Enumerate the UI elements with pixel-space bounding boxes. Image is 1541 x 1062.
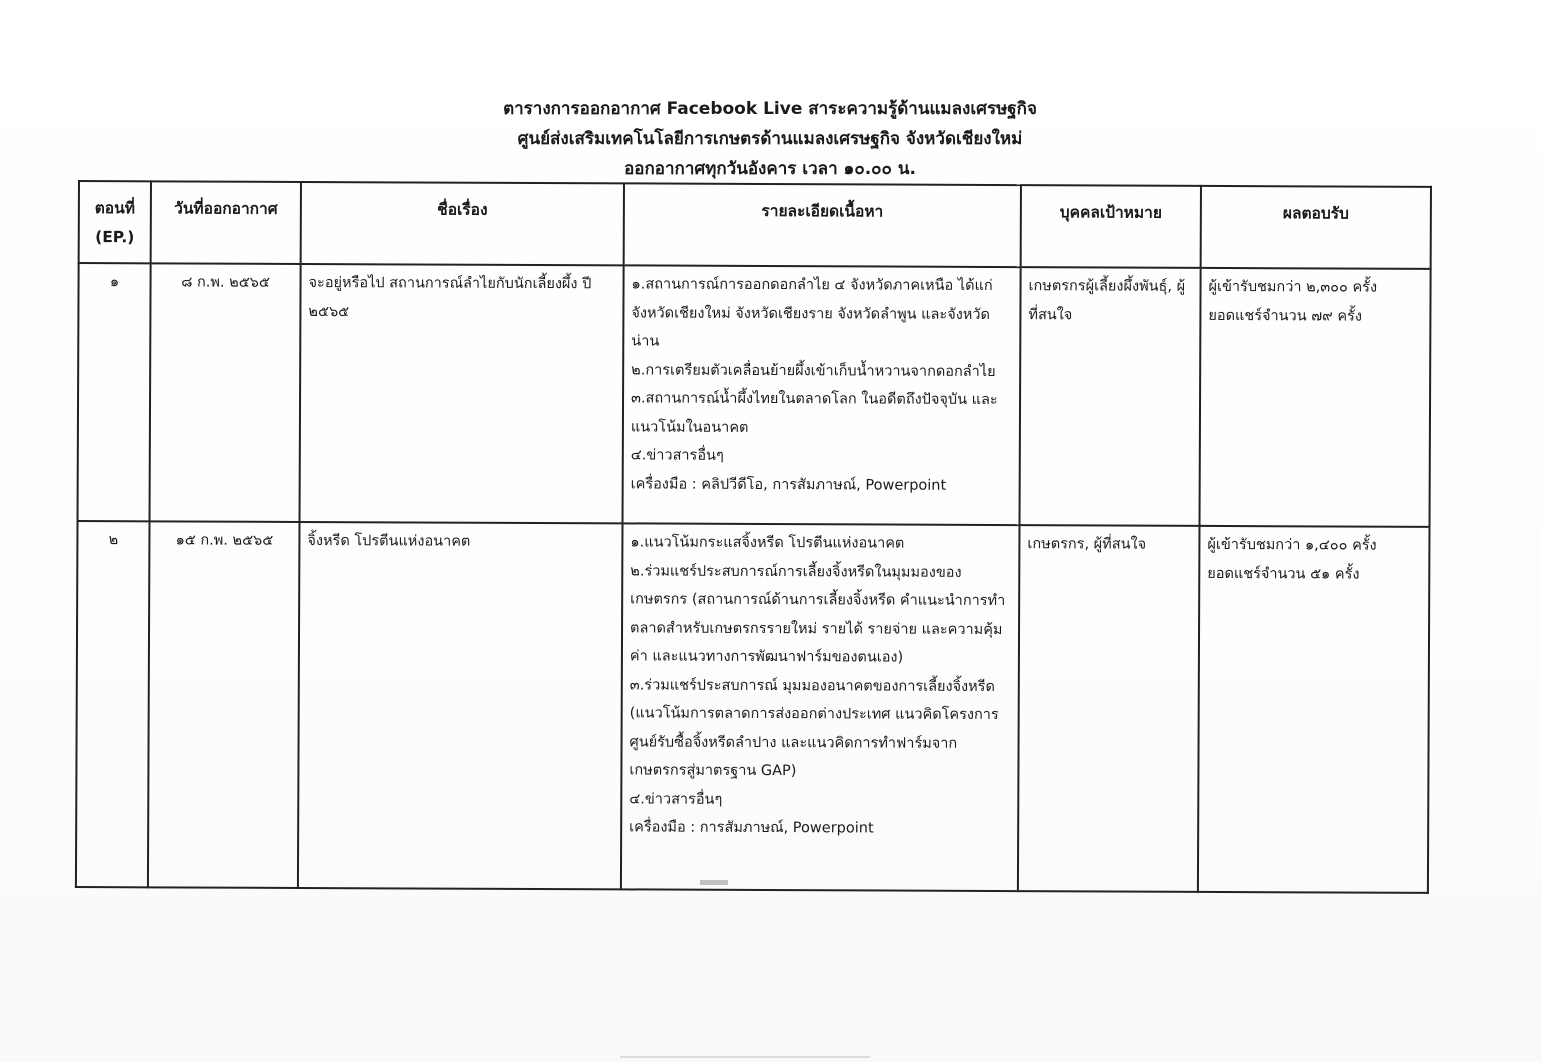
- feedback: [1198, 526, 1430, 893]
- scan-edge-mark: [620, 1056, 870, 1058]
- header-title: ชื่อเรื่อง: [301, 182, 624, 265]
- feedback-views: ผู้เข้ารับชมกว่า ๑,๔๐๐ ครั้ง: [1207, 536, 1377, 554]
- detail-item: ๒.ร่วมแชร์ประสบการณ์การเลี้ยงจิ้งหรีดในมุมมองของเกษตรกร (สถานการณ์ด้านการเลี้ยงจิ้งหรีด คำแนะนำการทำตลาดสำหรับเกษตรกรรายใหม่ รายได้ รายจ่าย และความคุ้มค่า และแนวทางการพัฒนาฟาร์มของตนเอง): [629, 562, 1006, 666]
- detail-item: ๑.แนวโน้มกระแสจิ้งหรีด โปรตีนแห่งอนาคต: [630, 534, 905, 552]
- detail-tools: เครื่องมือ : คลิปวีดีโอ, การสัมภาษณ์, Powerpoint: [630, 475, 947, 494]
- header-details: รายละเอียดเนื้อหา: [624, 183, 1021, 267]
- table-row: [78, 263, 1431, 527]
- heading-line-2: ศูนย์ส่งเสริมเทคโนโลยีการเกษตรด้านแมลงเศรษฐกิจ จังหวัดเชียงใหม่: [517, 129, 1023, 149]
- detail-item: ๓.สถานการณ์น้ำผึ้งไทยในตลาดโลก ในอดีตถึงปัจจุบัน และแนวโน้มในอนาคต: [630, 390, 998, 436]
- heading-line-3: ออกอากาศทุกวันอังคาร เวลา ๑๐.๐๐ น.: [624, 159, 916, 179]
- header-episode-label: ตอนที่: [94, 199, 136, 218]
- header-feedback: ผลตอบรับ: [1201, 186, 1431, 269]
- episode-title: จิ้งหรีด โปรตีนแห่งอนาคต: [298, 522, 623, 889]
- scan-smudge: [700, 880, 728, 885]
- target-audience: เกษตรกร, ผู้ที่สนใจ: [1018, 525, 1200, 892]
- detail-item: ๑.สถานการณ์การออกดอกลำไย ๔ จังหวัดภาคเหนือ ได้แก่ จังหวัดเชียงใหม่ จังหวัดเชียงราย จังหวัดลำพูน และจังหวัดน่าน: [631, 276, 993, 350]
- episode-title: จะอยู่หรือไป สถานการณ์ลำไยกับนักเลี้ยงผึ้ง ปี ๒๕๖๕: [300, 264, 624, 523]
- heading-line-1: ตารางการออกอากาศ Facebook Live สาระความรู้ด้านแมลงเศรษฐกิจ: [503, 99, 1037, 119]
- detail-item: ๔.ข่าวสารอื่นๆ: [630, 447, 724, 464]
- table-header-row: [79, 181, 1431, 269]
- episode-details: [621, 523, 1020, 891]
- episode-number: ๑: [78, 263, 151, 521]
- feedback-shares: ยอดแชร์จำนวน ๗๙ ครั้ง: [1208, 307, 1362, 325]
- episode-details: [623, 265, 1021, 525]
- document-heading: [330, 94, 1210, 184]
- feedback: [1200, 268, 1431, 527]
- target-audience: เกษตรกรผู้เลี้ยงผึ้งพันธุ์, ผู้ที่สนใจ: [1020, 267, 1201, 526]
- feedback-views: ผู้เข้ารับชมกว่า ๒,๓๐๐ ครั้ง: [1208, 278, 1378, 296]
- detail-item: ๔.ข่าวสารอื่นๆ: [629, 790, 723, 808]
- detail-item: ๒.การเตรียมตัวเคลื่อนย้ายผึ้งเข้าเก็บน้ำหวานจากดอกลำไย: [631, 361, 996, 380]
- broadcast-schedule-table: [75, 180, 1432, 894]
- detail-tools: เครื่องมือ : การสัมภาษณ์, Powerpoint: [629, 819, 874, 837]
- episode-number: ๒: [76, 521, 150, 887]
- detail-item: ๓.ร่วมแชร์ประสบการณ์ มุมมองอนาคตของการเลี้ยงจิ้งหรีด (แนวโน้มการตลาดการส่งออกต่างประเทศ แนวคิดโครงการศูนย์รับซื้อจิ้งหรีดลำปาง และแนวคิดการทำฟาร์มจากเกษตรกรสู่มาตรฐาน GAP): [629, 676, 999, 780]
- broadcast-date: ๑๕ ก.พ. ๒๕๖๕: [148, 521, 300, 888]
- header-episode-sublabel: (EP.): [95, 228, 135, 247]
- header-episode: [79, 181, 151, 263]
- feedback-shares: ยอดแชร์จำนวน ๕๑ ครั้ง: [1207, 565, 1360, 583]
- broadcast-date: ๘ ก.พ. ๒๕๖๕: [150, 263, 301, 522]
- header-date: วันที่ออกอากาศ: [151, 181, 301, 264]
- table-row: [76, 521, 1430, 893]
- header-target: บุคคลเป้าหมาย: [1021, 185, 1201, 268]
